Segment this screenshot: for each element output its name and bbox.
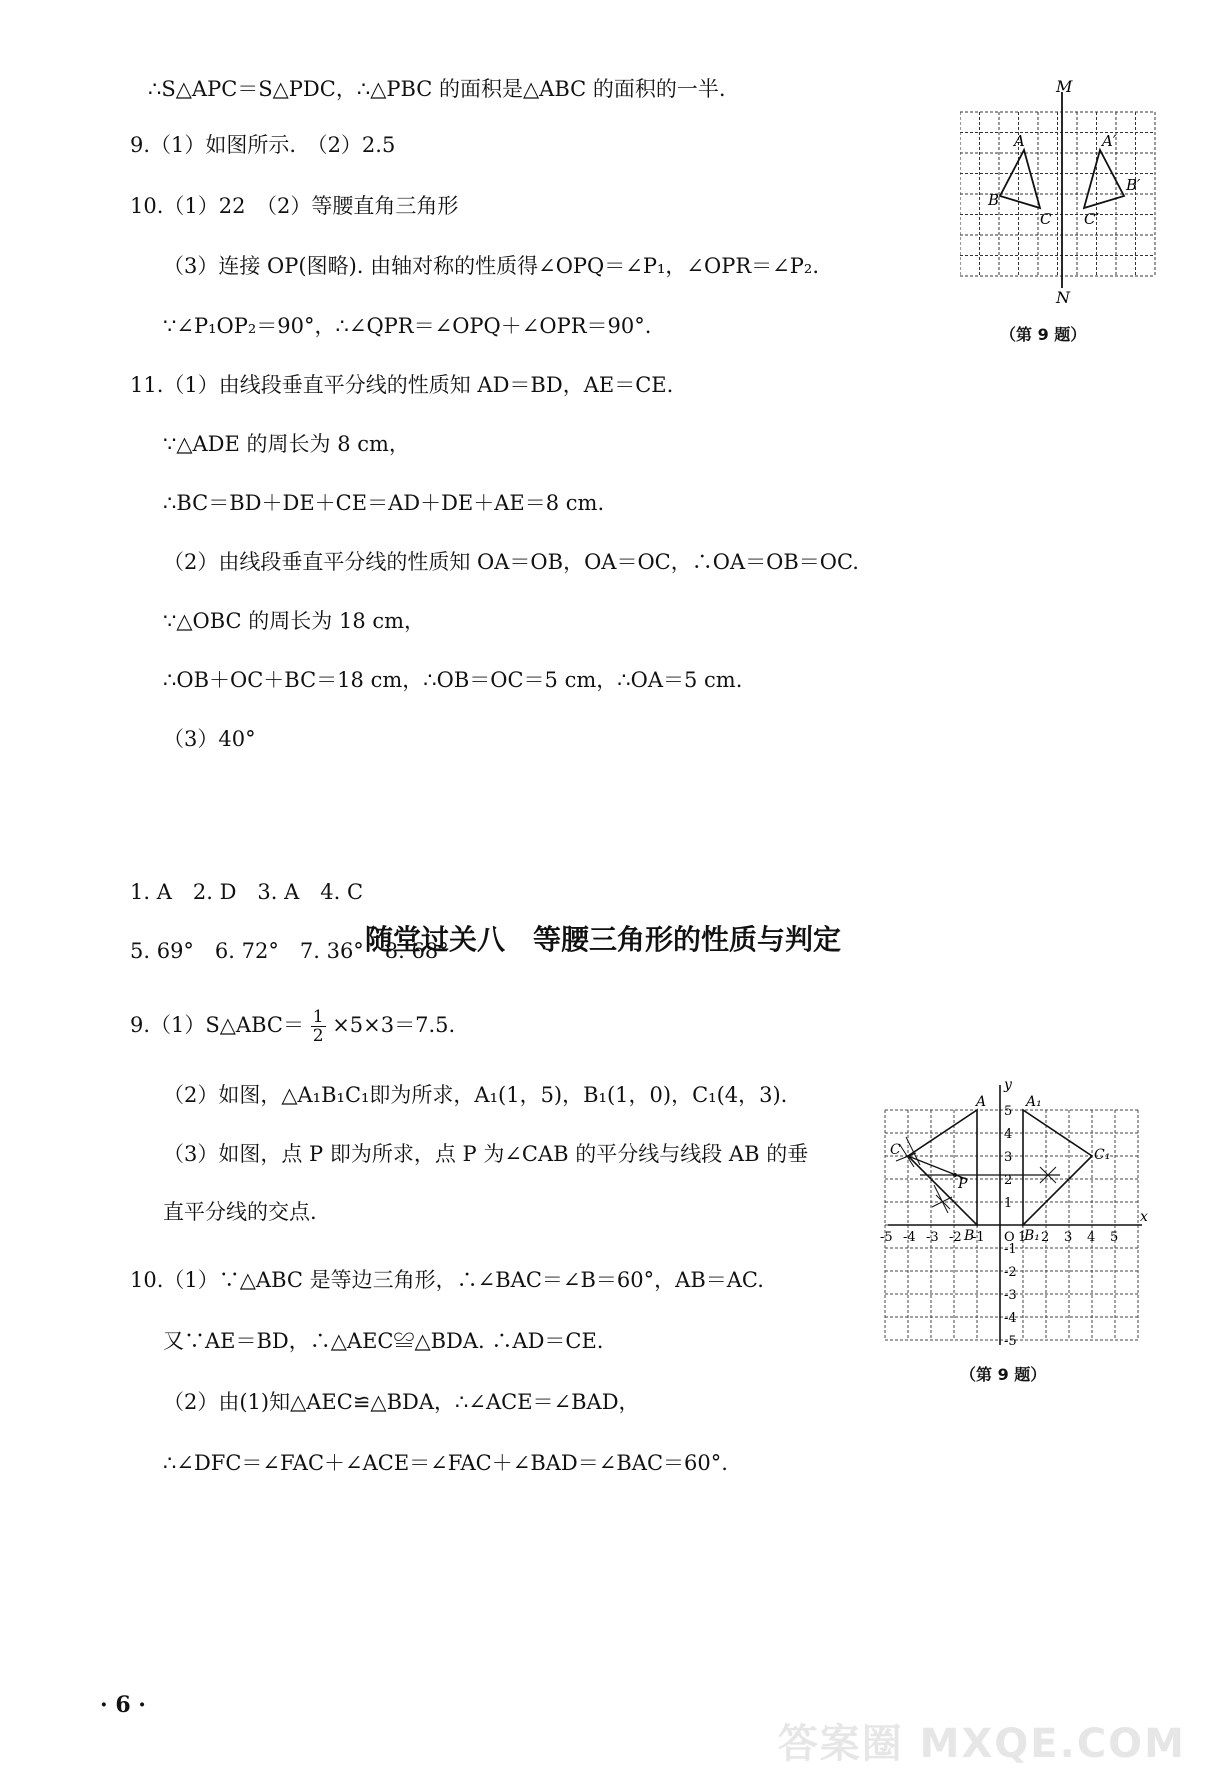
triangle-abc [908,1110,977,1225]
y-tick-label: 2 [1004,1173,1013,1188]
figure-2 [880,1075,1150,1355]
y-tick-label: 5 [1004,1104,1013,1119]
line-6: 11.（1）由线段垂直平分线的性质知 AD＝BD，AE＝CE. [130,373,674,397]
line-8: ∴BC＝BD＋DE＋CE＝AD＋DE＋AE＝8 cm. [163,491,605,515]
triangle-abc-reflected [1084,150,1124,208]
label-N: N [1056,288,1070,307]
line-4: （3）连接 OP(图略). 由轴对称的性质得∠OPQ＝∠P₁，∠OPR＝∠P₂. [163,254,819,278]
x-tick-label: 1 [1018,1230,1027,1245]
fraction-numerator: 1 [312,1007,324,1027]
triangle-abc [1000,150,1040,208]
x-tick-label: 2 [1041,1230,1050,1245]
label-A1: A₁ [1026,1094,1042,1110]
label-B1: B₁ [1024,1228,1040,1244]
line-12: （3）40° [163,727,256,751]
line-17: （3）如图，点 P 即为所求，点 P 为∠CAB 的平分线与线段 AB 的垂 [163,1142,809,1166]
label-B: B [964,1228,975,1244]
y-tick-label: -5 [1004,1334,1017,1349]
y-tick-label: 3 [1004,1150,1013,1165]
y-tick-label: -2 [1004,1265,1017,1280]
label-A: A [1014,132,1025,150]
line-21: （2）由(1)知△AEC≌△BDA，∴∠ACE＝∠BAD， [163,1390,640,1414]
line-14: 5. 69° 6. 72° 7. 36° 8. 68° [130,939,449,963]
line-19: 10.（1）∵△ABC 是等边三角形，∴∠BAC＝∠B＝60°，AB＝AC. [130,1268,764,1292]
watermark: 答案圈 MXQE.COM [777,1721,1186,1767]
line-7: ∵△ADE 的周长为 8 cm， [163,432,410,456]
origin-label: O [1004,1230,1015,1245]
y-tick-label: -1 [1004,1242,1017,1257]
x-tick-label: -5 [880,1230,893,1245]
line-18: 直平分线的交点. [163,1200,317,1224]
x-tick-label: 3 [1064,1230,1073,1245]
label-C: C [890,1142,901,1158]
label-C1: C₁ [1094,1147,1111,1163]
label-P: P [958,1176,968,1192]
x-tick-label: -2 [949,1230,962,1245]
label-A: A [976,1094,987,1110]
line-20: 又∵AE＝BD，∴△AEC≌△BDA. ∴AD＝CE. [163,1329,604,1353]
label-M: M [1056,80,1073,96]
line-9: （2）由线段垂直平分线的性质知 OA＝OB，OA＝OC，∴OA＝OB＝OC. [163,550,859,574]
line-3: 10.（1）22 （2）等腰直角三角形 [130,194,459,218]
page-number: · 6 · [100,1692,146,1718]
label-C-prime: C′ [1084,210,1099,228]
label-A-prime: A′ [1102,132,1117,150]
section-title: 随堂过关八 等腰三角形的性质与判定 [364,923,841,956]
y-tick-label: -4 [1004,1311,1017,1326]
x-axis-label: x [1140,1209,1148,1225]
y-tick-label: 1 [1004,1196,1013,1211]
line-2: 9.（1）如图所示. （2）2.5 [130,133,396,157]
fraction-half [311,1008,326,1045]
line-5: ∵∠P₁OP₂＝90°，∴∠QPR＝∠OPQ＋∠OPR＝90°. [163,314,652,338]
x-tick-label: -1 [972,1230,985,1245]
figure-1-caption: （第 9 题） [1000,325,1087,344]
x-tick-label: -4 [903,1230,916,1245]
y-tick-label: 4 [1004,1127,1013,1142]
line-15-end: ×5×3＝7.5. [332,1013,456,1037]
x-tick-label: -3 [926,1230,939,1245]
fraction-denominator: 2 [312,1026,324,1046]
line-1: ∴S△APC＝S△PDC，∴△PBC 的面积是△ABC 的面积的一半. [148,77,726,101]
line-11: ∴OB＋OC＋BC＝18 cm，∴OB＝OC＝5 cm，∴OA＝5 cm. [163,668,743,692]
triangle-a1b1c1 [1023,1110,1092,1225]
figure-1 [960,80,1160,310]
label-C: C [1040,210,1052,228]
y-tick-label: -3 [1004,1288,1017,1303]
x-tick-label: 4 [1087,1230,1096,1245]
line-15-start: 9.（1）S△ABC＝ [130,1013,304,1037]
line-15 [130,1008,455,1045]
line-10: ∵△OBC 的周长为 18 cm， [163,609,426,633]
line-16: （2）如图，△A₁B₁C₁即为所求，A₁(1，5)，B₁(1，0)，C₁(4，3). [163,1083,788,1107]
line-13: 1. A 2. D 3. A 4. C [130,880,364,904]
label-B: B [988,191,1000,209]
figure-2-caption: （第 9 题） [960,1365,1047,1384]
y-axis-label: y [1004,1077,1012,1093]
label-B-prime: B′ [1126,176,1141,194]
x-tick-label: 5 [1110,1230,1119,1245]
line-22: ∴∠DFC＝∠FAC＋∠ACE＝∠FAC＋∠BAD＝∠BAC＝60°. [163,1451,728,1475]
